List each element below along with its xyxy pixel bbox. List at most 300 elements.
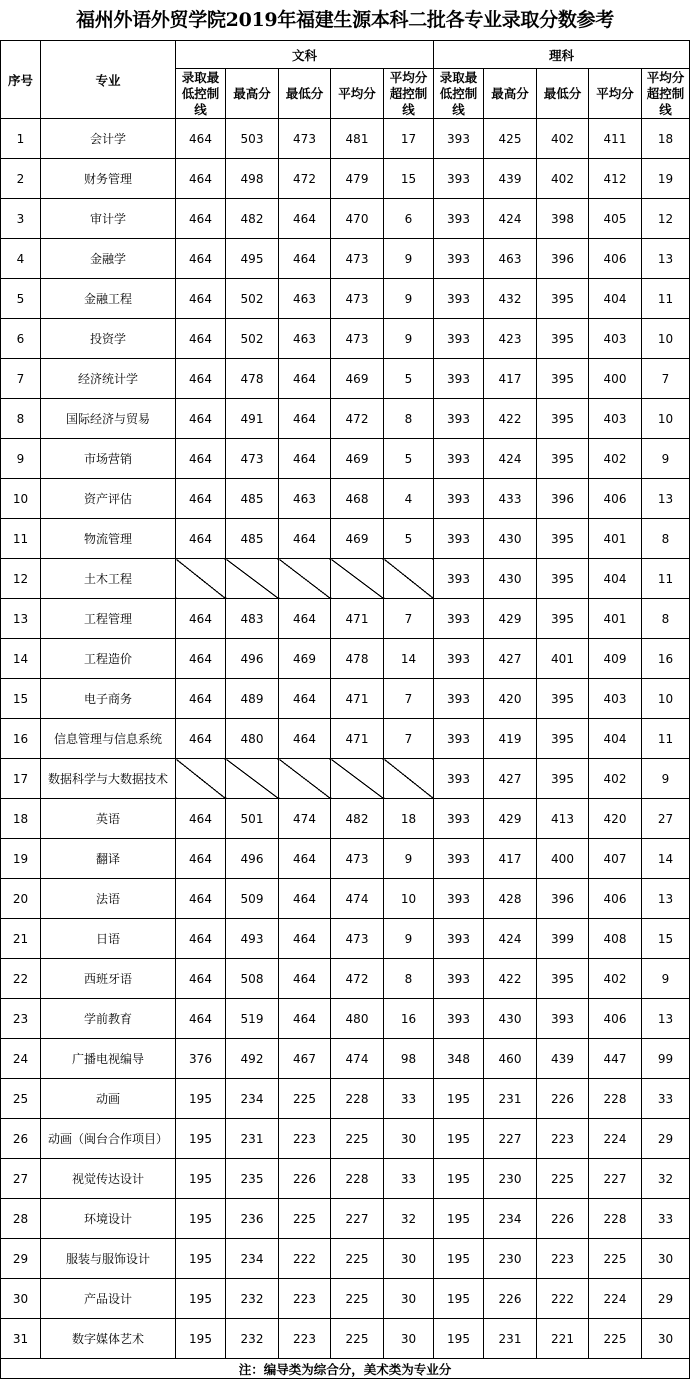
row-index: 26	[1, 1119, 41, 1159]
wen-max: 508	[226, 959, 279, 999]
li-avg-over: 9	[642, 759, 690, 799]
wen-max: 509	[226, 879, 279, 919]
li-control-line: 393	[434, 839, 484, 879]
li-avg: 224	[589, 1279, 642, 1319]
li-min: 395	[537, 319, 589, 359]
row-index: 22	[1, 959, 41, 999]
wen-min: 469	[279, 639, 331, 679]
li-control-line: 393	[434, 919, 484, 959]
table-note: 注：编导类为综合分，美术类为专业分	[1, 1359, 690, 1379]
li-avg: 406	[589, 239, 642, 279]
table-row	[1, 919, 690, 959]
li-avg-over: 33	[642, 1199, 690, 1239]
row-index: 29	[1, 1239, 41, 1279]
table-body	[1, 119, 690, 1359]
table-row	[1, 559, 690, 599]
row-index: 31	[1, 1319, 41, 1359]
row-index: 4	[1, 239, 41, 279]
admission-score-table	[0, 40, 690, 1379]
li-control-line: 393	[434, 519, 484, 559]
li-max: 439	[484, 159, 537, 199]
wen-min: 464	[279, 399, 331, 439]
li-control-line: 195	[434, 1199, 484, 1239]
wen-control-line: 464	[176, 639, 226, 679]
wen-avg: 228	[331, 1159, 384, 1199]
li-avg: 447	[589, 1039, 642, 1079]
li-avg: 401	[589, 599, 642, 639]
row-index: 10	[1, 479, 41, 519]
li-max: 430	[484, 559, 537, 599]
row-index: 9	[1, 439, 41, 479]
wen-max: 496	[226, 839, 279, 879]
li-min: 399	[537, 919, 589, 959]
li-min: 395	[537, 399, 589, 439]
row-index: 24	[1, 1039, 41, 1079]
li-min: 395	[537, 279, 589, 319]
li-avg-over: 15	[642, 919, 690, 959]
row-index: 23	[1, 999, 41, 1039]
row-major: 信息管理与信息系统	[41, 719, 176, 759]
wen-control-line: 464	[176, 959, 226, 999]
wen-min: 464	[279, 199, 331, 239]
li-max: 428	[484, 879, 537, 919]
wen-avg-over: 4	[384, 479, 434, 519]
li-min: 221	[537, 1319, 589, 1359]
header-wen-min: 最低分	[279, 69, 331, 119]
li-min: 402	[537, 119, 589, 159]
row-index: 14	[1, 639, 41, 679]
row-major: 投资学	[41, 319, 176, 359]
li-max: 424	[484, 199, 537, 239]
li-control-line: 393	[434, 119, 484, 159]
wen-min: 464	[279, 879, 331, 919]
table-row	[1, 799, 690, 839]
wen-avg: 474	[331, 1039, 384, 1079]
table-row	[1, 1239, 690, 1279]
row-index: 25	[1, 1079, 41, 1119]
li-max: 424	[484, 919, 537, 959]
wen-avg: 471	[331, 679, 384, 719]
li-avg: 408	[589, 919, 642, 959]
row-major: 数据科学与大数据技术	[41, 759, 176, 799]
wen-avg: 473	[331, 919, 384, 959]
li-control-line: 393	[434, 559, 484, 599]
table-row	[1, 479, 690, 519]
li-avg: 401	[589, 519, 642, 559]
li-max: 226	[484, 1279, 537, 1319]
wen-avg-over: 5	[384, 519, 434, 559]
wen-not-applicable-cell	[279, 559, 331, 599]
wen-control-line: 195	[176, 1159, 226, 1199]
li-min: 400	[537, 839, 589, 879]
li-avg-over: 10	[642, 319, 690, 359]
li-avg: 404	[589, 279, 642, 319]
wen-min: 472	[279, 159, 331, 199]
li-max: 432	[484, 279, 537, 319]
li-min: 395	[537, 359, 589, 399]
wen-control-line: 464	[176, 159, 226, 199]
li-avg: 406	[589, 479, 642, 519]
li-control-line: 393	[434, 279, 484, 319]
li-max: 429	[484, 599, 537, 639]
wen-avg-over: 8	[384, 959, 434, 999]
li-avg: 420	[589, 799, 642, 839]
li-avg-over: 9	[642, 959, 690, 999]
wen-max: 493	[226, 919, 279, 959]
table-row	[1, 519, 690, 559]
li-control-line: 195	[434, 1279, 484, 1319]
li-avg-over: 8	[642, 519, 690, 559]
row-major: 动画（闽台合作项目）	[41, 1119, 176, 1159]
wen-min: 463	[279, 479, 331, 519]
li-max: 231	[484, 1079, 537, 1119]
wen-control-line: 464	[176, 919, 226, 959]
wen-avg-over: 9	[384, 319, 434, 359]
li-avg-over: 32	[642, 1159, 690, 1199]
wen-max: 495	[226, 239, 279, 279]
li-control-line: 393	[434, 439, 484, 479]
header-li-max: 最高分	[484, 69, 537, 119]
li-control-line: 195	[434, 1159, 484, 1199]
wen-avg-over: 15	[384, 159, 434, 199]
li-avg-over: 11	[642, 719, 690, 759]
li-avg: 225	[589, 1319, 642, 1359]
li-control-line: 195	[434, 1239, 484, 1279]
header-li-min: 最低分	[537, 69, 589, 119]
wen-avg-over: 8	[384, 399, 434, 439]
wen-avg-over: 33	[384, 1159, 434, 1199]
li-avg-over: 11	[642, 279, 690, 319]
row-major: 日语	[41, 919, 176, 959]
wen-not-applicable-cell	[384, 759, 434, 799]
wen-min: 463	[279, 279, 331, 319]
row-index: 13	[1, 599, 41, 639]
li-max: 419	[484, 719, 537, 759]
row-major: 动画	[41, 1079, 176, 1119]
wen-control-line: 195	[176, 1199, 226, 1239]
li-control-line: 393	[434, 159, 484, 199]
li-max: 422	[484, 959, 537, 999]
wen-avg: 225	[331, 1319, 384, 1359]
wen-max: 491	[226, 399, 279, 439]
row-major: 财务管理	[41, 159, 176, 199]
row-major: 金融工程	[41, 279, 176, 319]
wen-control-line: 464	[176, 439, 226, 479]
wen-control-line: 195	[176, 1239, 226, 1279]
wen-avg-over: 9	[384, 919, 434, 959]
wen-control-line: 464	[176, 359, 226, 399]
wen-avg: 473	[331, 319, 384, 359]
wen-max: 485	[226, 519, 279, 559]
wen-avg-over: 30	[384, 1319, 434, 1359]
wen-max: 232	[226, 1279, 279, 1319]
wen-control-line: 195	[176, 1079, 226, 1119]
wen-control-line: 464	[176, 799, 226, 839]
li-max: 430	[484, 999, 537, 1039]
table-row	[1, 439, 690, 479]
li-avg-over: 10	[642, 399, 690, 439]
table-row	[1, 1159, 690, 1199]
wen-avg-over: 6	[384, 199, 434, 239]
wen-max: 473	[226, 439, 279, 479]
li-control-line: 393	[434, 719, 484, 759]
row-major: 西班牙语	[41, 959, 176, 999]
li-max: 427	[484, 759, 537, 799]
row-index: 17	[1, 759, 41, 799]
row-major: 数字媒体艺术	[41, 1319, 176, 1359]
li-min: 395	[537, 959, 589, 999]
row-index: 6	[1, 319, 41, 359]
li-max: 230	[484, 1159, 537, 1199]
li-min: 395	[537, 599, 589, 639]
wen-control-line: 376	[176, 1039, 226, 1079]
li-control-line: 393	[434, 799, 484, 839]
wen-not-applicable-cell	[176, 559, 226, 599]
row-index: 1	[1, 119, 41, 159]
wen-control-line: 464	[176, 599, 226, 639]
wen-min: 222	[279, 1239, 331, 1279]
li-control-line: 393	[434, 759, 484, 799]
li-max: 422	[484, 399, 537, 439]
li-min: 222	[537, 1279, 589, 1319]
row-major: 英语	[41, 799, 176, 839]
table-row	[1, 359, 690, 399]
wen-avg-over: 9	[384, 279, 434, 319]
li-avg: 403	[589, 319, 642, 359]
wen-control-line: 464	[176, 519, 226, 559]
li-avg: 403	[589, 399, 642, 439]
wen-avg-over: 32	[384, 1199, 434, 1239]
header-wen-avg: 平均分	[331, 69, 384, 119]
wen-min: 467	[279, 1039, 331, 1079]
li-control-line: 393	[434, 959, 484, 999]
row-major: 学前教育	[41, 999, 176, 1039]
wen-min: 464	[279, 679, 331, 719]
wen-avg-over: 30	[384, 1239, 434, 1279]
table-row	[1, 839, 690, 879]
wen-avg-over: 16	[384, 999, 434, 1039]
wen-control-line: 464	[176, 679, 226, 719]
li-avg-over: 27	[642, 799, 690, 839]
li-avg: 404	[589, 719, 642, 759]
header-group-wenke: 文科	[176, 41, 434, 69]
li-min: 396	[537, 879, 589, 919]
wen-min: 464	[279, 959, 331, 999]
row-major: 经济统计学	[41, 359, 176, 399]
li-avg: 412	[589, 159, 642, 199]
li-min: 401	[537, 639, 589, 679]
wen-max: 480	[226, 719, 279, 759]
wen-avg: 225	[331, 1119, 384, 1159]
wen-avg: 473	[331, 279, 384, 319]
row-index: 8	[1, 399, 41, 439]
row-index: 30	[1, 1279, 41, 1319]
li-max: 463	[484, 239, 537, 279]
table-row	[1, 639, 690, 679]
wen-max: 496	[226, 639, 279, 679]
li-max: 425	[484, 119, 537, 159]
wen-max: 492	[226, 1039, 279, 1079]
row-major: 电子商务	[41, 679, 176, 719]
li-avg: 400	[589, 359, 642, 399]
wen-avg-over: 30	[384, 1119, 434, 1159]
wen-not-applicable-cell	[331, 759, 384, 799]
row-index: 21	[1, 919, 41, 959]
wen-control-line: 464	[176, 279, 226, 319]
wen-control-line: 464	[176, 399, 226, 439]
wen-avg: 473	[331, 239, 384, 279]
wen-not-applicable-cell	[384, 559, 434, 599]
li-avg-over: 19	[642, 159, 690, 199]
table-row	[1, 879, 690, 919]
wen-avg-over: 30	[384, 1279, 434, 1319]
wen-avg-over: 9	[384, 239, 434, 279]
wen-max: 498	[226, 159, 279, 199]
wen-avg: 227	[331, 1199, 384, 1239]
wen-avg-over: 14	[384, 639, 434, 679]
li-avg-over: 29	[642, 1119, 690, 1159]
li-avg: 404	[589, 559, 642, 599]
wen-max: 234	[226, 1239, 279, 1279]
row-major: 市场营销	[41, 439, 176, 479]
li-min: 223	[537, 1239, 589, 1279]
wen-max: 232	[226, 1319, 279, 1359]
row-index: 18	[1, 799, 41, 839]
wen-control-line: 464	[176, 839, 226, 879]
table-row	[1, 319, 690, 359]
li-min: 439	[537, 1039, 589, 1079]
wen-min: 464	[279, 359, 331, 399]
li-avg-over: 14	[642, 839, 690, 879]
wen-min: 225	[279, 1199, 331, 1239]
wen-control-line: 464	[176, 479, 226, 519]
row-index: 2	[1, 159, 41, 199]
li-avg-over: 9	[642, 439, 690, 479]
row-index: 19	[1, 839, 41, 879]
li-max: 427	[484, 639, 537, 679]
row-major: 国际经济与贸易	[41, 399, 176, 439]
wen-min: 464	[279, 439, 331, 479]
row-index: 5	[1, 279, 41, 319]
li-avg: 228	[589, 1079, 642, 1119]
wen-min: 464	[279, 719, 331, 759]
wen-max: 502	[226, 319, 279, 359]
li-min: 393	[537, 999, 589, 1039]
wen-avg-over: 7	[384, 679, 434, 719]
wen-control-line: 195	[176, 1279, 226, 1319]
li-max: 420	[484, 679, 537, 719]
header-li-control-line: 录取最低控制线	[434, 69, 484, 119]
wen-min: 226	[279, 1159, 331, 1199]
table-row	[1, 759, 690, 799]
li-min: 395	[537, 679, 589, 719]
wen-max: 478	[226, 359, 279, 399]
table-row	[1, 1319, 690, 1359]
li-avg: 407	[589, 839, 642, 879]
wen-max: 234	[226, 1079, 279, 1119]
li-min: 226	[537, 1199, 589, 1239]
li-min: 396	[537, 239, 589, 279]
li-avg: 227	[589, 1159, 642, 1199]
wen-min: 464	[279, 919, 331, 959]
row-index: 3	[1, 199, 41, 239]
header-li-avg: 平均分	[589, 69, 642, 119]
li-avg: 409	[589, 639, 642, 679]
li-avg-over: 13	[642, 239, 690, 279]
li-max: 417	[484, 839, 537, 879]
li-control-line: 195	[434, 1319, 484, 1359]
wen-min: 225	[279, 1079, 331, 1119]
li-avg: 406	[589, 999, 642, 1039]
li-avg-over: 13	[642, 479, 690, 519]
table-row	[1, 199, 690, 239]
li-max: 424	[484, 439, 537, 479]
wen-avg: 480	[331, 999, 384, 1039]
wen-avg: 468	[331, 479, 384, 519]
li-avg: 402	[589, 439, 642, 479]
wen-max: 231	[226, 1119, 279, 1159]
row-major: 金融学	[41, 239, 176, 279]
li-control-line: 393	[434, 639, 484, 679]
li-max: 230	[484, 1239, 537, 1279]
li-avg-over: 7	[642, 359, 690, 399]
table-row	[1, 999, 690, 1039]
wen-min: 223	[279, 1279, 331, 1319]
li-control-line: 393	[434, 679, 484, 719]
table-row	[1, 1279, 690, 1319]
wen-min: 223	[279, 1319, 331, 1359]
header-wen-avg-over: 平均分超控制线	[384, 69, 434, 119]
wen-avg-over: 33	[384, 1079, 434, 1119]
row-major: 土木工程	[41, 559, 176, 599]
li-min: 402	[537, 159, 589, 199]
row-major: 法语	[41, 879, 176, 919]
li-min: 413	[537, 799, 589, 839]
wen-avg: 225	[331, 1239, 384, 1279]
row-index: 20	[1, 879, 41, 919]
li-control-line: 393	[434, 599, 484, 639]
wen-avg: 471	[331, 719, 384, 759]
wen-avg-over: 7	[384, 719, 434, 759]
wen-max: 485	[226, 479, 279, 519]
li-control-line: 393	[434, 239, 484, 279]
wen-max: 502	[226, 279, 279, 319]
wen-not-applicable-cell	[331, 559, 384, 599]
li-max: 417	[484, 359, 537, 399]
li-max: 433	[484, 479, 537, 519]
li-avg: 406	[589, 879, 642, 919]
table-row	[1, 399, 690, 439]
li-min: 223	[537, 1119, 589, 1159]
wen-max: 483	[226, 599, 279, 639]
li-avg: 405	[589, 199, 642, 239]
row-index: 7	[1, 359, 41, 399]
wen-min: 464	[279, 519, 331, 559]
wen-min: 463	[279, 319, 331, 359]
wen-control-line: 195	[176, 1119, 226, 1159]
row-major: 工程造价	[41, 639, 176, 679]
li-control-line: 393	[434, 999, 484, 1039]
wen-control-line: 464	[176, 239, 226, 279]
row-major: 服装与服饰设计	[41, 1239, 176, 1279]
row-major: 产品设计	[41, 1279, 176, 1319]
wen-max: 503	[226, 119, 279, 159]
li-avg: 225	[589, 1239, 642, 1279]
li-avg-over: 30	[642, 1319, 690, 1359]
wen-control-line: 464	[176, 879, 226, 919]
wen-avg: 478	[331, 639, 384, 679]
table-row	[1, 599, 690, 639]
